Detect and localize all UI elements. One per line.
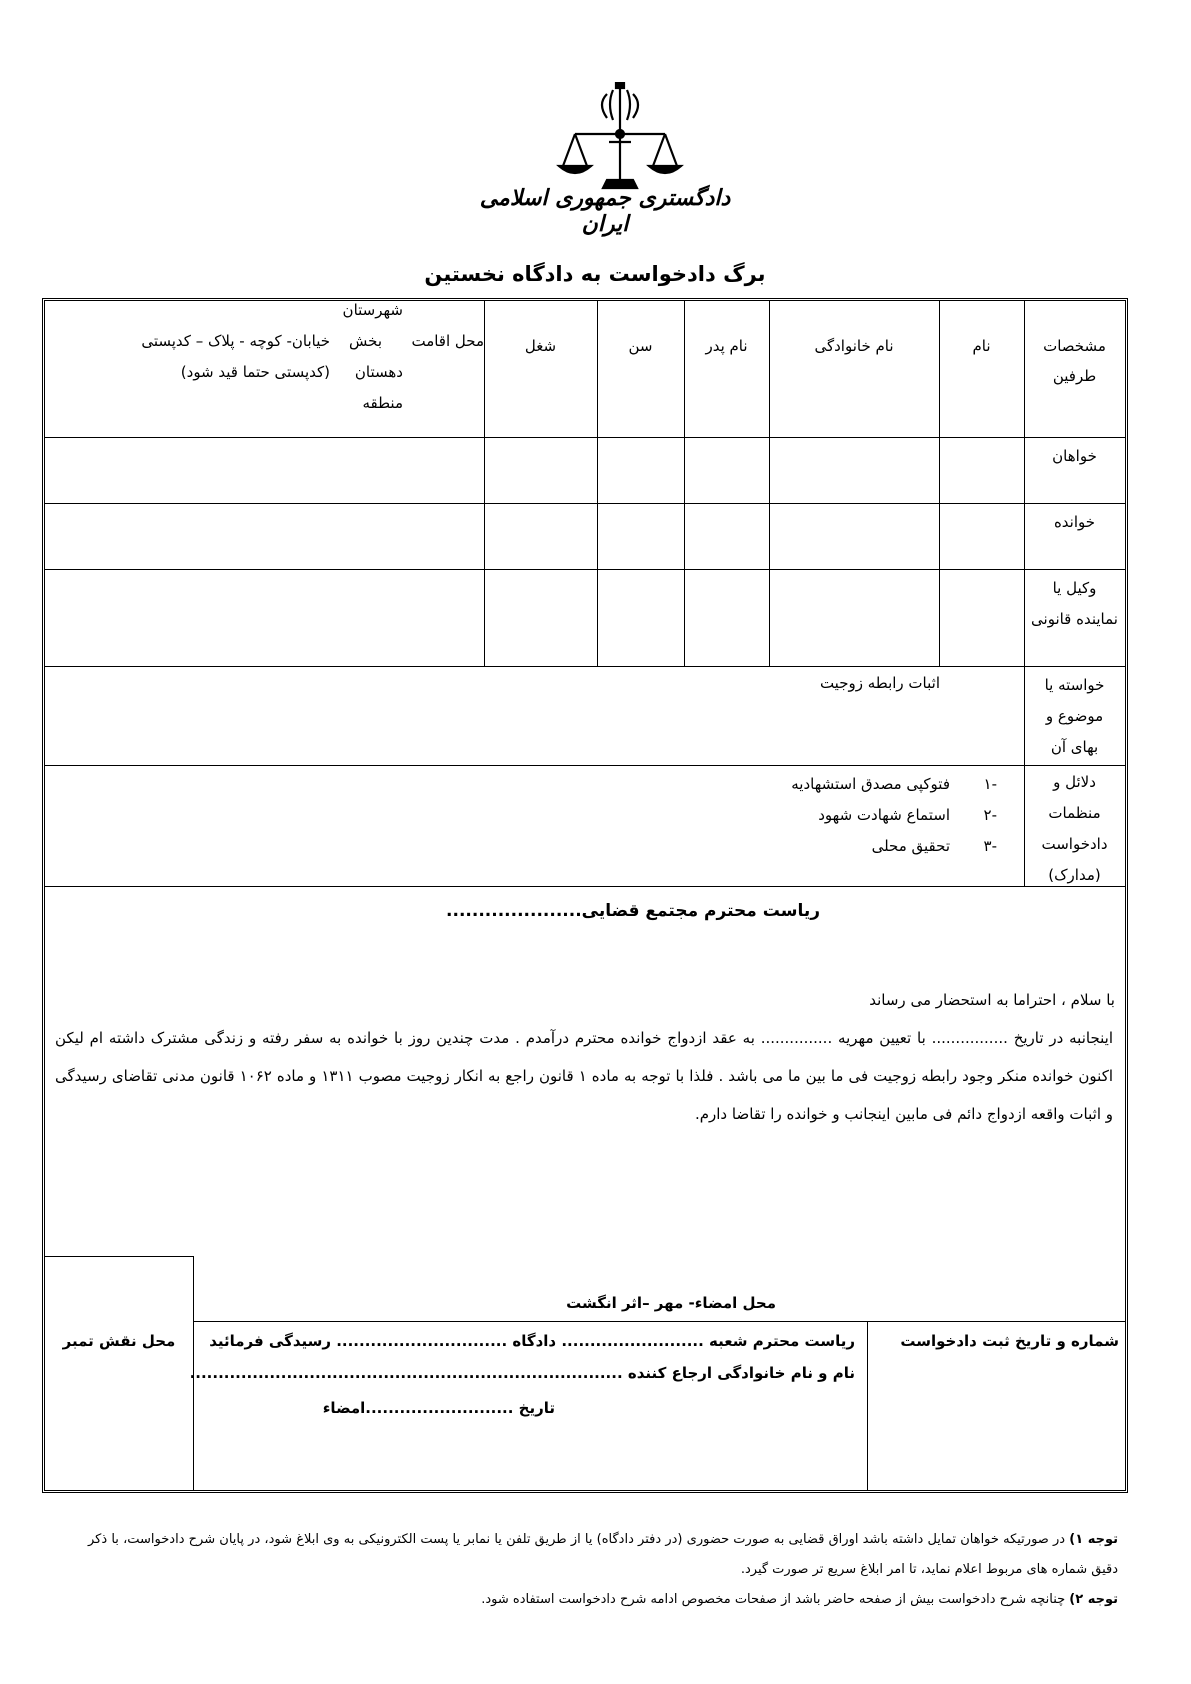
- claim-value: اثبات رابطه زوجیت: [819, 674, 940, 692]
- header-father-name: نام پدر: [705, 337, 748, 355]
- date-signature-line: تاریخ ..........................امضاء: [322, 1399, 555, 1417]
- footnote-1-title: توجه ۱): [1069, 1532, 1119, 1547]
- petition-body: اینجانبه در تاریخ ................ با تعیین مهریه ............... به عقد ازدواج خوانده محترم درآمدم . مدت چندین روز با خوانده به سفر رفته و زندگی مشترک داشته ام لیکن اکنون خوانده منکر وجود رابطه زوجیت فی ما بین ما می باشد . فلذا با توجه به ماده ۱ قانون راجع به انکار زوجیت مصوب ۱۳۱۱ و ماده ۱۰۶۲ قانون مدنی تقاضای رسیدگی و اثبات واقعه ازدواج دائم فی مابین اینجانب و خوانده را تقاضا دارم.: [55, 1029, 1114, 1123]
- row-plaintiff-label: خواهان: [1052, 447, 1097, 465]
- header-age: سن: [628, 337, 653, 355]
- petition-heading: ریاست محترم مجتمع قضایی.....................: [446, 901, 820, 921]
- signature-label: محل امضاء- مهر –اثر انگشت: [566, 1294, 776, 1312]
- evidence-item-1: فتوکپی مصدق استشهادیه: [791, 775, 950, 793]
- address-district: بخش: [349, 332, 382, 350]
- organization-name: دادگستری جمهوری اسلامی ایران: [479, 185, 731, 237]
- header-family-name: نام خانوادگی: [814, 337, 894, 355]
- header-occupation: شغل: [524, 337, 557, 355]
- row-lawyer-label: وکیل یا نماینده قانونی: [1031, 579, 1118, 628]
- footnote-2-text: چنانچه شرح دادخواست بیش از صفحه حاضر باشد از صفحات مخصوص ادامه شرح دادخواست استفاده شود.: [481, 1592, 1070, 1607]
- evidence-item-2: استماع شهادت شهود: [818, 806, 950, 824]
- footnote-2: [88, 1585, 1118, 1615]
- address-postal-note: (کدپستی حتما قید شود): [180, 363, 330, 381]
- header-residence: محل اقامت: [411, 332, 484, 350]
- evidence-label: دلائل و منظمات دادخواست (مدارک): [1041, 773, 1108, 884]
- evidence-item-3-num: -۳: [983, 837, 997, 855]
- stamp-placeholder-label: محل نقش تمبر: [62, 1332, 176, 1350]
- header-specs: مشخصات طرفین: [1043, 337, 1106, 385]
- address-village: دهستان: [354, 363, 403, 381]
- referrer-line: نام و نام خانوادگی ارجاع کننده ............................................................................: [189, 1364, 855, 1382]
- address-region: منطقه: [362, 394, 403, 412]
- row-defendant-label: خوانده: [1053, 513, 1096, 531]
- footnote-1: [88, 1525, 1118, 1585]
- scales-of-justice-icon: [545, 82, 695, 192]
- footnote-1-text: در صورتیکه خواهان تمایل داشته باشد اوراق قضایی به صورت حضوری (در دفتر دادگاه) یا از طریق تلفن یا نمابر یا پست الکترونیکی به وی ابلاغ شود، در پایان شرح دادخواست، با ذکر دقیق شماره های مربوط اعلام نماید، تا امر ابلاغ سریع تر صورت گیرد.: [88, 1532, 1118, 1577]
- form-title: برگ دادخواست به دادگاه نخستین: [424, 262, 766, 286]
- petition-form-frame: [42, 298, 1128, 1493]
- evidence-item-1-num: -۱: [983, 775, 997, 793]
- address-city: شهرستان: [342, 301, 403, 319]
- petition-salutation: با سلام ، احتراما به استحضار می رساند: [869, 991, 1115, 1009]
- registration-number-label: شماره و تاریخ ثبت دادخواست: [900, 1332, 1119, 1350]
- address-street: خیابان- کوچه - پلاک – کدپستی: [141, 332, 330, 350]
- header-name: نام: [972, 337, 991, 355]
- referral-line: ریاست محترم شعبه ......................... دادگاه .............................. رسیدگی فرمائید: [209, 1332, 855, 1350]
- claim-label: خواسته یا موضوع و بهای آن: [1044, 676, 1105, 756]
- evidence-item-2-num: -۲: [983, 806, 997, 824]
- footnote-2-title: توجه ۲): [1069, 1592, 1118, 1607]
- evidence-item-3: تحقیق محلی: [871, 837, 950, 855]
